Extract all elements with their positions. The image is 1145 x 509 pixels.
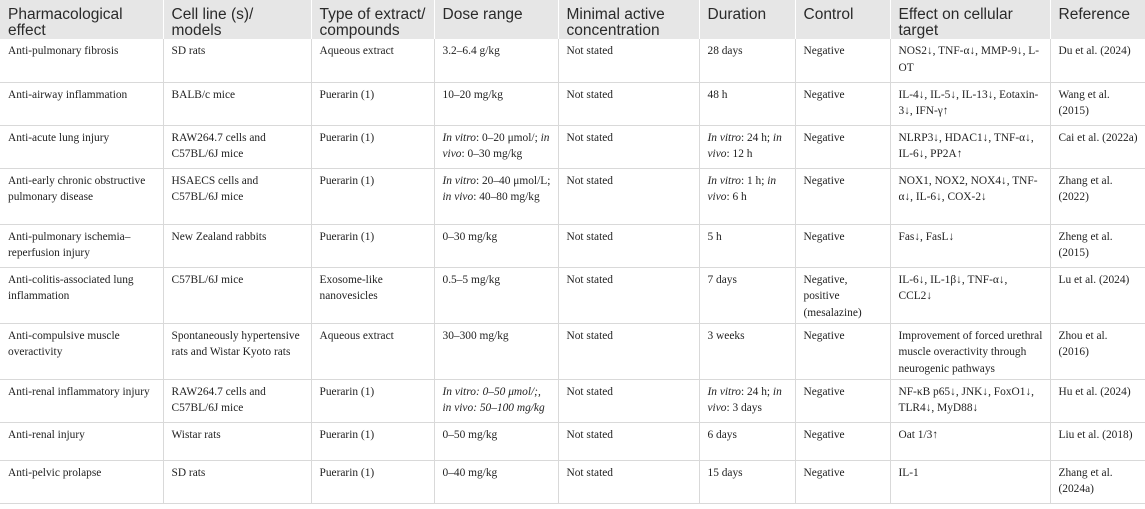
cell-dose: 10–20 mg/kg <box>434 82 558 125</box>
in-vitro-duration: : 24 h; <box>740 385 773 398</box>
cell-effect: Anti-pulmonary fibrosis <box>0 39 163 82</box>
table-row <box>0 267 1145 323</box>
in-vitro-label: In vitro <box>707 131 741 144</box>
cell-control: Negative <box>795 39 890 82</box>
cell-duration: 7 days <box>699 267 795 323</box>
cell-min-concentration: Not stated <box>558 267 699 323</box>
in-vivo-dose: : 0–30 mg/kg <box>461 148 523 160</box>
cell-model: RAW264.7 cells and C57BL/6J mice <box>163 379 311 422</box>
in-vivo-dose: : 50–100 mg/kg <box>473 402 545 414</box>
cell-duration <box>699 379 795 422</box>
table-row <box>0 460 1145 503</box>
cell-effect: Anti-acute lung injury <box>0 125 163 168</box>
cell-duration: 15 days <box>699 460 795 503</box>
cell-duration: 28 days <box>699 39 795 82</box>
cell-min-concentration: Not stated <box>558 39 699 82</box>
table-row <box>0 168 1145 224</box>
cell-extract: Puerarin (1) <box>311 224 434 267</box>
table-row <box>0 323 1145 379</box>
cell-min-concentration: Not stated <box>558 379 699 422</box>
header-model: Cell line (s)/ models <box>163 0 311 39</box>
in-vivo-duration: : 3 days <box>726 402 762 414</box>
cell-effect: Anti-pelvic prolapse <box>0 460 163 503</box>
cell-min-concentration: Not stated <box>558 125 699 168</box>
in-vitro-dose: : 20–40 μmol/L; <box>475 174 551 187</box>
cell-reference: Du et al. (2024) <box>1050 39 1145 82</box>
cell-target: Fas↓, FasL↓ <box>890 224 1050 267</box>
cell-extract: Aqueous extract <box>311 323 434 379</box>
cell-effect: Anti-compulsive muscle overactivity <box>0 323 163 379</box>
cell-target: NLRP3↓, HDAC1↓, TNF-α↓, IL-6↓, PP2A↑ <box>890 125 1050 168</box>
cell-reference: Cai et al. (2022a) <box>1050 125 1145 168</box>
cell-control: Negative <box>795 323 890 379</box>
header-dose: Dose range <box>434 0 558 39</box>
cell-extract: Puerarin (1) <box>311 82 434 125</box>
table-row <box>0 39 1145 82</box>
cell-duration: 5 h <box>699 224 795 267</box>
cell-min-concentration: Not stated <box>558 168 699 224</box>
cell-extract: Puerarin (1) <box>311 168 434 224</box>
cell-reference: Hu et al. (2024) <box>1050 379 1145 422</box>
in-vitro-dose: : 0–50 μmol/;, <box>475 385 541 398</box>
cell-effect: Anti-renal inflammatory injury <box>0 379 163 422</box>
cell-min-concentration: Not stated <box>558 422 699 460</box>
cell-target: IL-6↓, IL-1β↓, TNF-α↓, CCL2↓ <box>890 267 1050 323</box>
cell-control: Negative <box>795 82 890 125</box>
cell-model: Wistar rats <box>163 422 311 460</box>
cell-reference: Zhang et al. (2024a) <box>1050 460 1145 503</box>
cell-control: Negative <box>795 224 890 267</box>
cell-control: Negative, positive (mesalazine) <box>795 267 890 323</box>
header-duration: Duration <box>699 0 795 39</box>
cell-extract: Aqueous extract <box>311 39 434 82</box>
cell-control: Negative <box>795 125 890 168</box>
cell-control: Negative <box>795 379 890 422</box>
cell-min-concentration: Not stated <box>558 460 699 503</box>
cell-effect: Anti-early chronic obstructive pulmonary disease <box>0 168 163 224</box>
cell-target: IL-4↓, IL-5↓, IL-13↓, Eotaxin-3↓, IFN-γ↑ <box>890 82 1050 125</box>
in-vitro-label: In vitro <box>707 385 741 398</box>
cell-reference: Lu et al. (2024) <box>1050 267 1145 323</box>
cell-effect: Anti-colitis-associated lung inflammation <box>0 267 163 323</box>
cell-model: BALB/c mice <box>163 82 311 125</box>
cell-duration: 6 days <box>699 422 795 460</box>
cell-model: SD rats <box>163 460 311 503</box>
cell-dose: 0–30 mg/kg <box>434 224 558 267</box>
cell-target: Improvement of forced urethral muscle overactivity through neurogenic pathways <box>890 323 1050 379</box>
cell-reference: Zhang et al. (2022) <box>1050 168 1145 224</box>
header-reference: Reference <box>1050 0 1145 39</box>
cell-reference: Wang et al. (2015) <box>1050 82 1145 125</box>
table-row <box>0 125 1145 168</box>
cell-min-concentration: Not stated <box>558 82 699 125</box>
cell-effect: Anti-renal injury <box>0 422 163 460</box>
in-vitro-dose: : 0–20 μmol/; <box>475 131 538 144</box>
cell-model: Spontaneously hypertensive rats and Wistar Kyoto rats <box>163 323 311 379</box>
in-vivo-label: in vivo <box>442 131 550 160</box>
cell-target: NF-κB p65↓, JNK↓, FoxO1↓, TLR4↓, MyD88↓ <box>890 379 1050 422</box>
in-vivo-duration: : 12 h <box>726 148 753 160</box>
cell-target: Oat 1/3↑ <box>890 422 1050 460</box>
header-extract: Type of extract/ compounds <box>311 0 434 39</box>
cell-control: Negative <box>795 422 890 460</box>
cell-effect: Anti-airway inflammation <box>0 82 163 125</box>
table-row <box>0 82 1145 125</box>
cell-model: SD rats <box>163 39 311 82</box>
cell-extract: Exosome-like nanovesicles <box>311 267 434 323</box>
table-row <box>0 422 1145 460</box>
in-vitro-label: In vitro <box>442 385 476 398</box>
table-row <box>0 379 1145 422</box>
cell-extract: Puerarin (1) <box>311 379 434 422</box>
in-vivo-label: in vivo <box>707 131 782 160</box>
cell-model: C57BL/6J mice <box>163 267 311 323</box>
cell-extract: Puerarin (1) <box>311 422 434 460</box>
cell-target: IL-1 <box>890 460 1050 503</box>
header-row <box>0 0 1145 39</box>
cell-min-concentration: Not stated <box>558 323 699 379</box>
cell-duration: 48 h <box>699 82 795 125</box>
cell-control: Negative <box>795 460 890 503</box>
cell-dose: 30–300 mg/kg <box>434 323 558 379</box>
header-target: Effect on cellular target <box>890 0 1050 39</box>
cell-reference: Zheng et al. (2015) <box>1050 224 1145 267</box>
in-vitro-label: In vitro <box>442 131 476 144</box>
cell-dose <box>434 125 558 168</box>
cell-duration: 3 weeks <box>699 323 795 379</box>
cell-min-concentration: Not stated <box>558 224 699 267</box>
cell-target: NOX1, NOX2, NOX4↓, TNF-α↓, IL-6↓, COX-2↓ <box>890 168 1050 224</box>
cell-model: RAW264.7 cells and C57BL/6J mice <box>163 125 311 168</box>
cell-reference: Liu et al. (2018) <box>1050 422 1145 460</box>
header-min-concentration: Minimal active concentration <box>558 0 699 39</box>
in-vivo-duration: : 6 h <box>726 191 747 203</box>
header-effect: Pharmacological effect <box>0 0 163 39</box>
cell-effect: Anti-pulmonary ischemia–reperfusion injury <box>0 224 163 267</box>
cell-extract: Puerarin (1) <box>311 460 434 503</box>
header-control: Control <box>795 0 890 39</box>
cell-control: Negative <box>795 168 890 224</box>
in-vitro-duration: : 1 h; <box>740 174 768 187</box>
in-vitro-label: In vitro <box>707 174 741 187</box>
cell-dose: 3.2–6.4 g/kg <box>434 39 558 82</box>
cell-target: NOS2↓, TNF-α↓, MMP-9↓, L-OT <box>890 39 1050 82</box>
cell-duration <box>699 125 795 168</box>
in-vitro-duration: : 24 h; <box>740 131 773 144</box>
cell-dose: 0–40 mg/kg <box>434 460 558 503</box>
cell-model: New Zealand rabbits <box>163 224 311 267</box>
in-vitro-label: In vitro <box>442 174 476 187</box>
cell-dose: 0.5–5 mg/kg <box>434 267 558 323</box>
cell-model: HSAECS cells and C57BL/6J mice <box>163 168 311 224</box>
cell-dose <box>434 379 558 422</box>
cell-duration <box>699 168 795 224</box>
in-vivo-dose: : 40–80 mg/kg <box>473 191 540 203</box>
cell-reference: Zhou et al. (2016) <box>1050 323 1145 379</box>
in-vivo-label: in vivo <box>707 174 777 203</box>
in-vivo-label: in vivo <box>442 402 474 414</box>
cell-dose: 0–50 mg/kg <box>434 422 558 460</box>
in-vivo-label: in vivo <box>442 191 474 203</box>
cell-dose <box>434 168 558 224</box>
in-vivo-label: in vivo <box>707 385 782 414</box>
cell-extract: Puerarin (1) <box>311 125 434 168</box>
table-row <box>0 224 1145 267</box>
